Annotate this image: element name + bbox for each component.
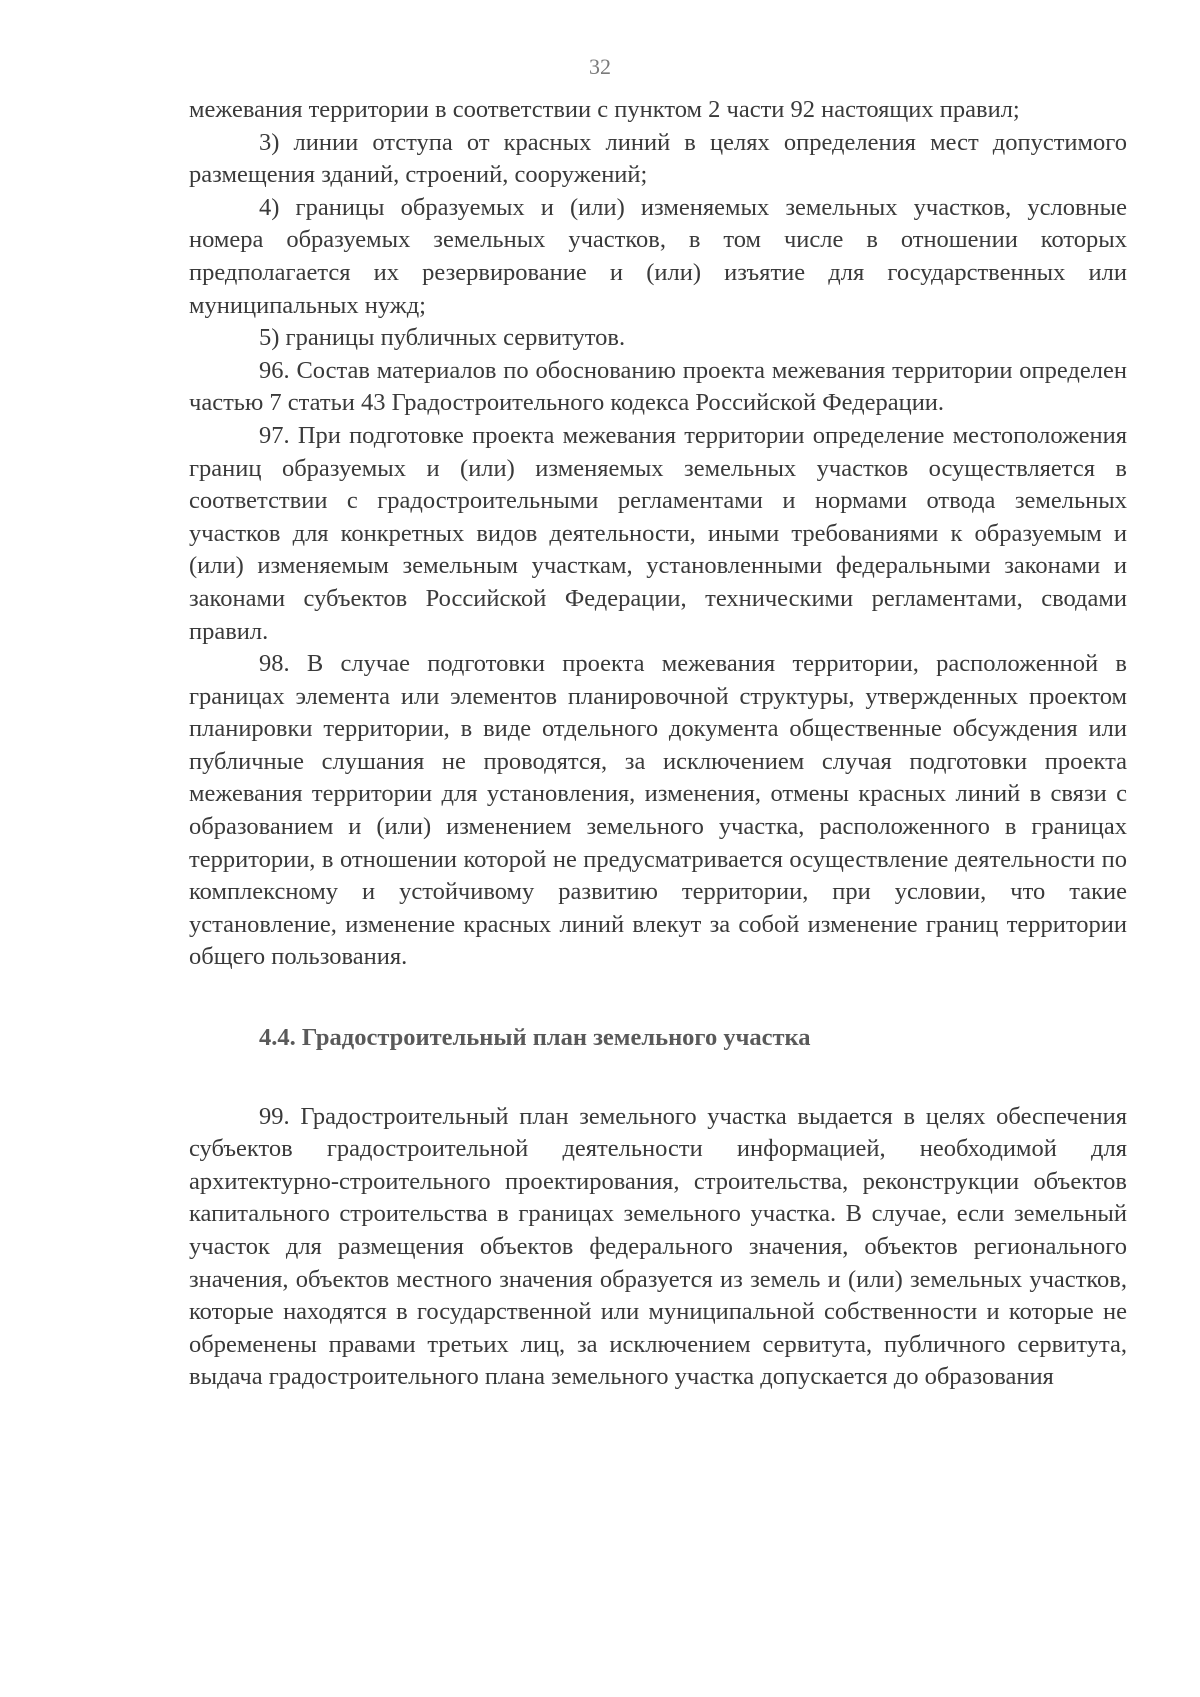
paragraph-98: 98. В случае подготовки проекта межевания территории, расположенной в границах элемента или элементов планировочной структуры, утвержденных проектом планировки территории, в виде отдельного документа общественные обсуждения или публичные слушания не проводятся, за исключением случая подготовки проекта межевания территории для установления, изменения, отмены красных линий в связи с образованием и (или) изменением земельного участка, расположенного в границах территории, в отношении которой не предусматривается осуществление деятельности по комплексному и устойчивому развитию территории, при условии, что такие установление, изменение красных линий влекут за собой изменение границ территории общего пользования. bbox=[189, 650, 1127, 971]
list-item-3: 3) линии отступа от красных линий в целях определения мест допустимого размещения зданий, строений, сооружений; bbox=[189, 128, 1127, 189]
list-item-4: 4) границы образуемых и (или) изменяемых земельных участков, условные номера образуемых земельных участков, в том числе в отношении которых предполагается их резервирование и (или) изъятие для государственных или муниципальных нужд; bbox=[189, 193, 1127, 319]
paragraph-99: 99. Градостроительный план земельного участка выдается в целях обеспечения субъектов градостроительной деятельности информацией, необходимой для архитектурно-строительного проектирования, строительства, реконструкции объектов капитального строительства в границах земельного участка. В случае, если земельный участок для размещения объектов федерального значения, объектов регионального значения, объектов местного значения образуется из земель и (или) земельных участков, которые находятся в государственной или муниципальной собственности и которые не обременены правами третьих лиц, за исключением сервитута, публичного сервитута, выдача градостроительного плана земельного участка допускается до образования bbox=[189, 1102, 1127, 1391]
paragraph-96: 96. Состав материалов по обоснованию проекта межевания территории определен частью 7 статьи 43 Градостроительного кодекса Российской Федерации. bbox=[189, 356, 1127, 417]
document-body bbox=[189, 94, 1127, 1394]
list-item-5: 5) границы публичных сервитутов. bbox=[259, 324, 626, 352]
section-heading: 4.4. Градостроительный план земельного участка bbox=[259, 1024, 811, 1052]
paragraph-continuation: межевания территории в соответствии с пунктом 2 части 92 настоящих правил; bbox=[189, 96, 1020, 123]
page-number: 32 bbox=[589, 54, 611, 79]
paragraph-97: 97. При подготовке проекта межевания территории определение местоположения границ образуемых и (или) изменяемых земельных участков осуществляется в соответствии с градостроительными регламентами и нормами отвода земельных участков для конкретных видов деятельности, иными требованиями к образуемым и (или) изменяемым земельным участкам, установленными федеральными законами и законами субъектов Российской Федерации, техническими регламентами, сводами правил. bbox=[189, 421, 1127, 645]
